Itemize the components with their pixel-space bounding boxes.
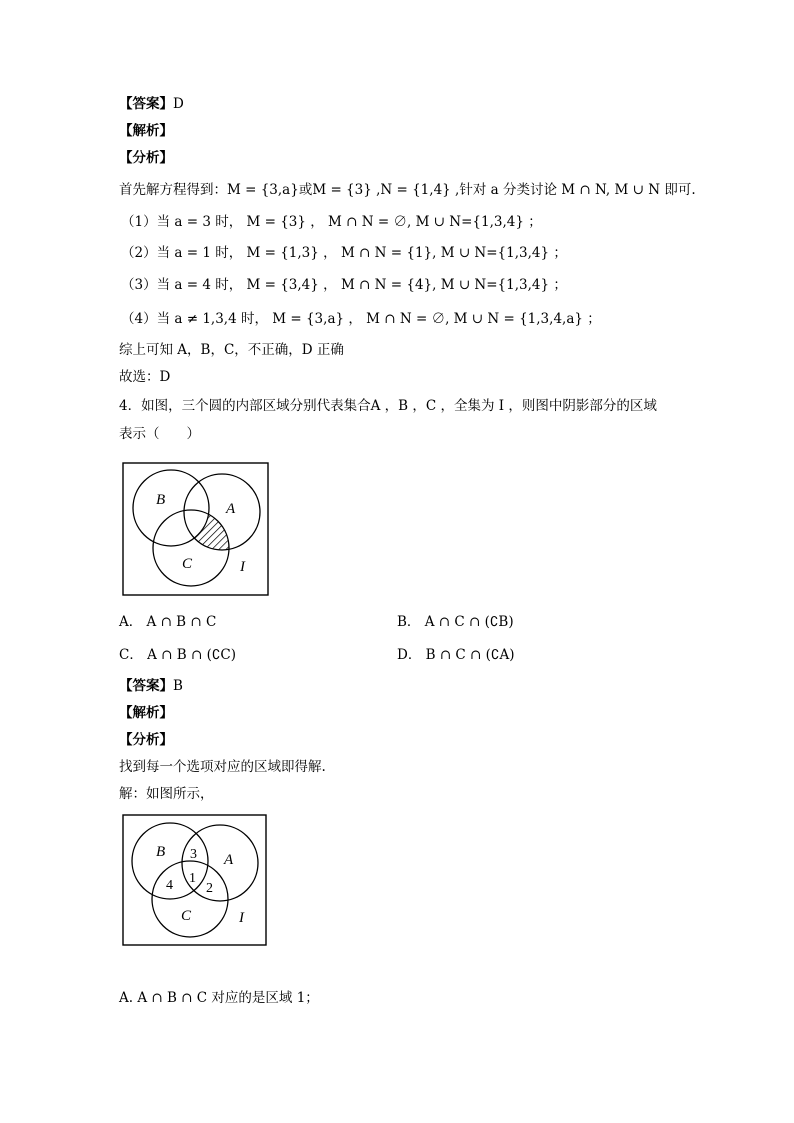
analysis-tag-2: 【解析】 — [119, 705, 173, 721]
case-2: （2）当 a = 1 时， M = {1,3} ， M ∩ N = {1}, M ∪ N={1,3,4} ； — [121, 245, 567, 261]
analysis-tag-1: 【解析】 — [119, 123, 173, 139]
case-3: （3）当 a = 4 时， M = {3,4} ， M ∩ N = {4}, M ∪ N={1,3,4} ； — [121, 277, 567, 293]
answer-line-1 — [119, 94, 184, 114]
fenxi-tag-1: 【分析】 — [119, 150, 173, 166]
region-4: 4 — [166, 878, 173, 893]
option-d: D． B ∩ C ∩ (∁A) — [397, 647, 515, 663]
last-line: A. A ∩ B ∩ C 对应的是区域 1； — [119, 990, 319, 1006]
label-c: C — [182, 556, 193, 572]
option-b: B． A ∩ C ∩ (∁B) — [397, 614, 514, 630]
label-a: A — [226, 501, 236, 517]
answer-tag: 【答案】 — [119, 96, 173, 112]
label-b-2: B — [156, 844, 166, 860]
circle-b — [133, 470, 209, 546]
region-3: 3 — [190, 847, 197, 862]
label-i: I — [240, 559, 245, 575]
circle-a-2 — [182, 825, 258, 901]
label-b: B — [156, 492, 166, 508]
find-text: 找到每一个选项对应的区域即得解. — [119, 759, 326, 775]
label-a-2: A — [224, 852, 234, 868]
label-i-2: I — [239, 910, 244, 926]
fenxi-tag-2: 【分析】 — [119, 732, 173, 748]
answer-line-2 — [119, 676, 183, 696]
question-4-line-2: 表示（ ） — [119, 426, 200, 442]
region-2: 2 — [206, 881, 213, 896]
question-4-line-1: 4．如图，三个圆的内部区域分别代表集合A ，B ，C ，全集为 I ，则图中阴影部分的区域 — [119, 398, 657, 414]
summary-text: 综上可知 A，B，C，不正确，D 正确 — [119, 342, 344, 358]
answer-value: D — [173, 96, 184, 112]
venn-diagram-shaded — [122, 462, 270, 598]
option-a: A． A ∩ B ∩ C — [119, 614, 217, 630]
choose-text: 故选：D — [119, 369, 171, 385]
intro-text: 首先解方程得到：M = {3,a}或M = {3} ,N = {1,4} ,针对 a 分类讨论 M ∩ N, M ∪ N 即可. — [119, 182, 696, 198]
case-4: （4）当 a ≠ 1,3,4 时， M = {3,a} ， M ∩ N = ∅, M ∪ N = {1,3,4,a} ； — [121, 311, 601, 327]
region-1: 1 — [189, 871, 196, 886]
answer-value-2: B — [173, 678, 183, 694]
case-1: （1）当 a = 3 时， M = {3} ， M ∩ N = ∅, M ∪ N={1,3,4} ； — [121, 214, 542, 230]
label-c-2: C — [181, 908, 192, 924]
answer-tag-2: 【答案】 — [119, 678, 173, 694]
venn-diagram-numbered — [122, 814, 268, 948]
solve-text: 解：如图所示， — [119, 786, 214, 802]
option-c: C． A ∩ B ∩ (∁C) — [119, 647, 237, 663]
